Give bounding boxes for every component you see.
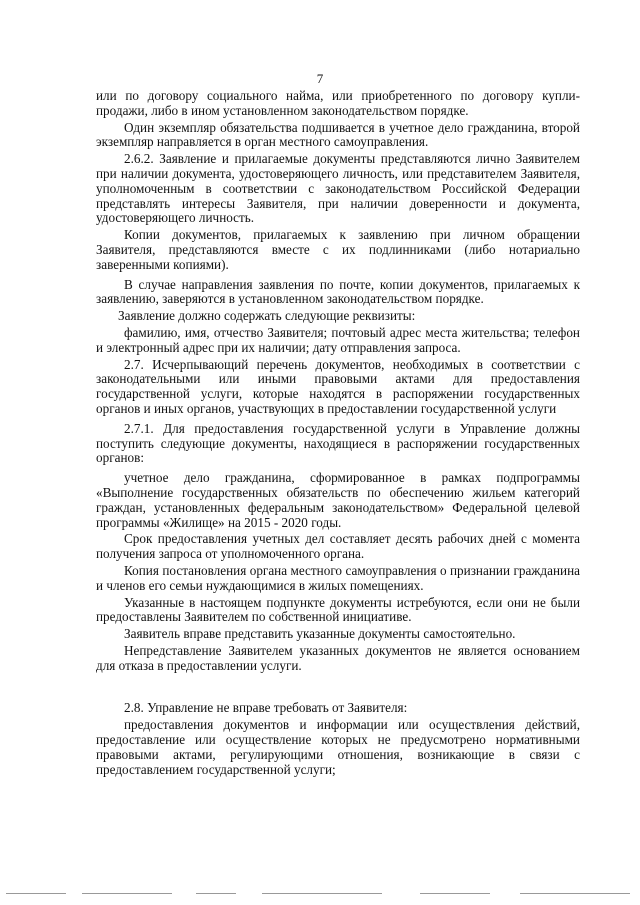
paragraph: В случае направления заявления по почте, копии документов, прилагаемых к заявлению, заверяются в установленном законодательством порядке. [96,276,580,307]
paragraph: 2.7. Исчерпывающий перечень документов, необходимых в соответствии с законодательными или иными правовыми актами для предоставления государственной услуги, которые находятся в распоряжении государственных органов и иных органов, участвующих в предоставлении государственной услуги [96,356,580,416]
paragraph: Непредставление Заявителем указанных документов не является основанием для отказа в предоставлении услуги. [96,642,580,673]
paragraph: Один экземпляр обязательства подшивается в учетное дело гражданина, второй экземпляр направляется в орган местного самоуправления. [96,119,580,150]
document-body [96,89,580,777]
paragraph: предоставления документов и информации или осуществления действий, предоставление или осуществление которых не предусмотрено нормативными правовыми актами, регулирующими отношения, возникающие в связи с предоставлением государственной услуги; [96,717,580,777]
paragraph: Заявитель вправе представить указанные документы самостоятельно. [124,626,516,642]
paragraph: 2.6.2. Заявление и прилагаемые документы представляются лично Заявителем при наличии документа, удостоверяющего личность, или представителем Заявителя, уполномоченным в соответствии с законодательством Российской Федерации представлять интересы Заявителя, при наличии доверенности и документа, удостоверяющего личность. [96,151,580,226]
paragraph: учетное дело гражданина, сформированное в рамках подпрограммы «Выполнение государственных обязательств по обеспечению жильем категорий граждан, установленных федеральным законодательством» Федеральной целевой программы «Жилище» на 2015 - 2020 годы. [96,470,580,530]
paragraph: Заявление должно содержать следующие реквизиты: [118,308,416,324]
paragraph: Копия постановления органа местного самоуправления о признании гражданина и членов его семьи нуждающимися в жилых помещениях. [96,562,580,593]
section-heading: 2.8. Управление не вправе требовать от Заявителя: [124,700,408,716]
paragraph: Срок предоставления учетных дел составляет десять рабочих дней с момента получения запроса от уполномоченного органа. [96,531,580,562]
page-number: 7 [316,71,324,86]
paragraph: или по договору социального найма, или приобретенного по договору купли-продажи, либо в ином установленном законодательством порядке. [96,88,580,118]
scan-edge-line [0,893,640,894]
paragraph: 2.7.1. Для предоставления государственной услуги в Управление должны поступить следующие документы, находящиеся в распоряжении государственных органов: [96,420,580,466]
paragraph: фамилию, имя, отчество Заявителя; почтовый адрес места жительства; телефон и электронный адрес при их наличии; дату отправления запроса. [96,324,580,355]
paragraph: Указанные в настоящем подпункте документы истребуются, если они не были предоставлены Заявителем по собственной инициативе. [96,594,580,625]
paragraph: Копии документов, прилагаемых к заявлению при личном обращении Заявителя, представляются вместе с их подлинниками (либо нотариально заверенными копиями). [96,227,580,272]
